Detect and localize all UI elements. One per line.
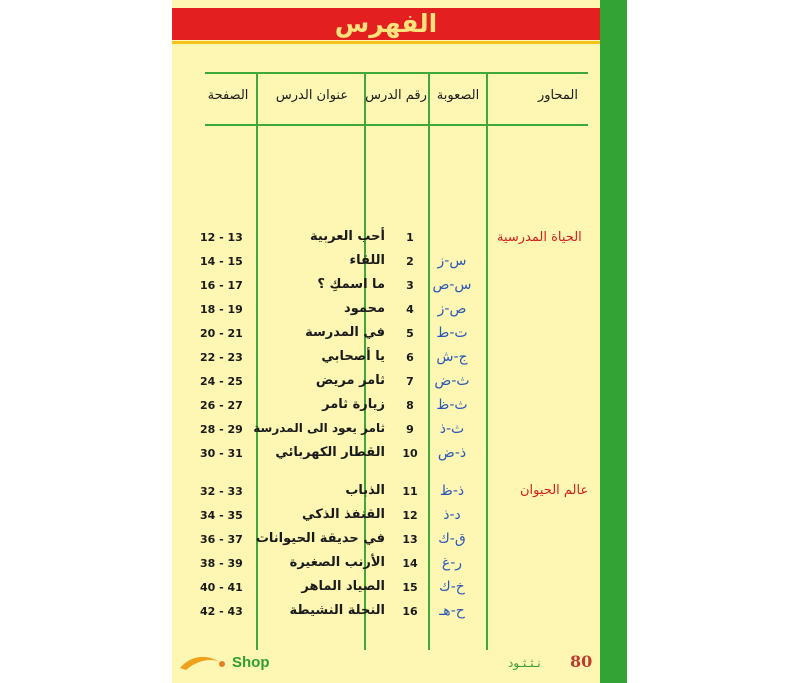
lesson-title: اللقاء — [349, 253, 385, 268]
page-range: 42 - 43 — [200, 605, 243, 618]
lesson-number: 13 — [402, 533, 418, 546]
difficulty-letters: ت-ط — [436, 325, 468, 341]
index-title-bar — [172, 8, 600, 40]
section-name: الحياة المدرسية — [497, 230, 582, 245]
page-range: 36 - 37 — [200, 533, 243, 546]
difficulty-letters: ج-ش — [436, 349, 468, 365]
page-range: 22 - 23 — [200, 351, 243, 364]
lesson-title: زيارة ثامر — [322, 397, 385, 412]
table-header-rule — [205, 124, 588, 126]
lesson-number: 14 — [402, 557, 418, 570]
table-top-rule — [205, 72, 588, 74]
title-underline — [172, 41, 600, 44]
lesson-title: القنفذ الذكي — [302, 507, 385, 522]
page-range: 16 - 17 — [200, 279, 243, 292]
index-title: الفهرس — [334, 9, 438, 38]
difficulty-letters: ث-ض — [434, 373, 470, 389]
lesson-number: 10 — [402, 447, 418, 460]
difficulty-letters: ر-غ — [441, 555, 463, 571]
difficulty-letters: ذ-ض — [437, 445, 467, 461]
difficulty-letters: ث-ذ — [439, 421, 465, 437]
page-range: 18 - 19 — [200, 303, 243, 316]
header-lesson-title: عنوان الدرس — [275, 88, 349, 103]
lesson-number: 12 — [402, 509, 418, 522]
page-range: 28 - 29 — [200, 423, 243, 436]
page-range: 40 - 41 — [200, 581, 243, 594]
header-page: الصفحة — [207, 88, 249, 103]
lesson-number: 9 — [406, 423, 414, 436]
section-name: عالم الحيوان — [520, 483, 589, 498]
lesson-title: محمود — [344, 301, 385, 316]
lesson-number: 4 — [406, 303, 414, 316]
page-range: 12 - 13 — [200, 231, 243, 244]
page-range: 30 - 31 — [200, 447, 243, 460]
lesson-title: أحب العربية — [310, 229, 385, 244]
difficulty-letters: خ-ك — [439, 579, 465, 595]
lesson-title: ثامر مريض — [315, 373, 385, 388]
difficulty-letters: س-ز — [437, 253, 467, 269]
difficulty-letters: ق-ك — [438, 531, 466, 547]
lesson-number: 6 — [406, 351, 414, 364]
lesson-title: الصياد الماهر — [301, 579, 385, 594]
lesson-number: 16 — [402, 605, 418, 618]
lesson-title: النحلة النشيطة — [289, 603, 385, 618]
difficulty-letters: ذ-ظ — [439, 483, 465, 499]
header-lesson-number: رقم الدرس — [365, 88, 427, 103]
lesson-number: 15 — [402, 581, 418, 594]
page-range: 20 - 21 — [200, 327, 243, 340]
lesson-title: في المدرسة — [305, 325, 385, 340]
lesson-number: 11 — [402, 485, 418, 498]
lesson-title: ثامر يعود الى المدرسة — [253, 421, 385, 435]
page-range: 34 - 35 — [200, 509, 243, 522]
page-range: 24 - 25 — [200, 375, 243, 388]
shop-logo-text: Shop — [232, 654, 270, 671]
page-number: 80 — [570, 652, 593, 671]
header-axes: المحاور — [538, 88, 578, 103]
lesson-title: القطار الكهربائي — [275, 445, 385, 460]
lesson-title: يا أصحابي — [321, 349, 385, 364]
difficulty-letters: د-ذ — [443, 507, 461, 523]
lesson-title: الذباب — [345, 483, 385, 498]
page-range: 38 - 39 — [200, 557, 243, 570]
difficulty-letters: س-ص — [432, 277, 472, 293]
lesson-number: 3 — [406, 279, 414, 292]
difficulty-letters: ث-ظ — [436, 397, 468, 413]
book-title-footer: نـثـثـود — [508, 656, 541, 670]
lesson-number: 5 — [406, 327, 414, 340]
lesson-title: ما اسمكِ ؟ — [317, 277, 385, 292]
difficulty-letters: ح-هـ — [439, 603, 465, 619]
difficulty-letters: ص-ز — [437, 301, 467, 317]
lesson-number: 2 — [406, 255, 414, 268]
header-difficulty: الصعوبة — [436, 88, 480, 103]
page-range: 14 - 15 — [200, 255, 243, 268]
page-edge-strip — [600, 0, 627, 683]
column-divider — [486, 72, 488, 650]
lesson-number: 8 — [406, 399, 414, 412]
page-range: 32 - 33 — [200, 485, 243, 498]
lesson-number: 1 — [406, 231, 414, 244]
lesson-number: 7 — [406, 375, 414, 388]
page-range: 26 - 27 — [200, 399, 243, 412]
lesson-title: الأرنب الصغيرة — [289, 555, 385, 570]
lesson-title: في حديقة الحيوانات — [255, 531, 385, 546]
